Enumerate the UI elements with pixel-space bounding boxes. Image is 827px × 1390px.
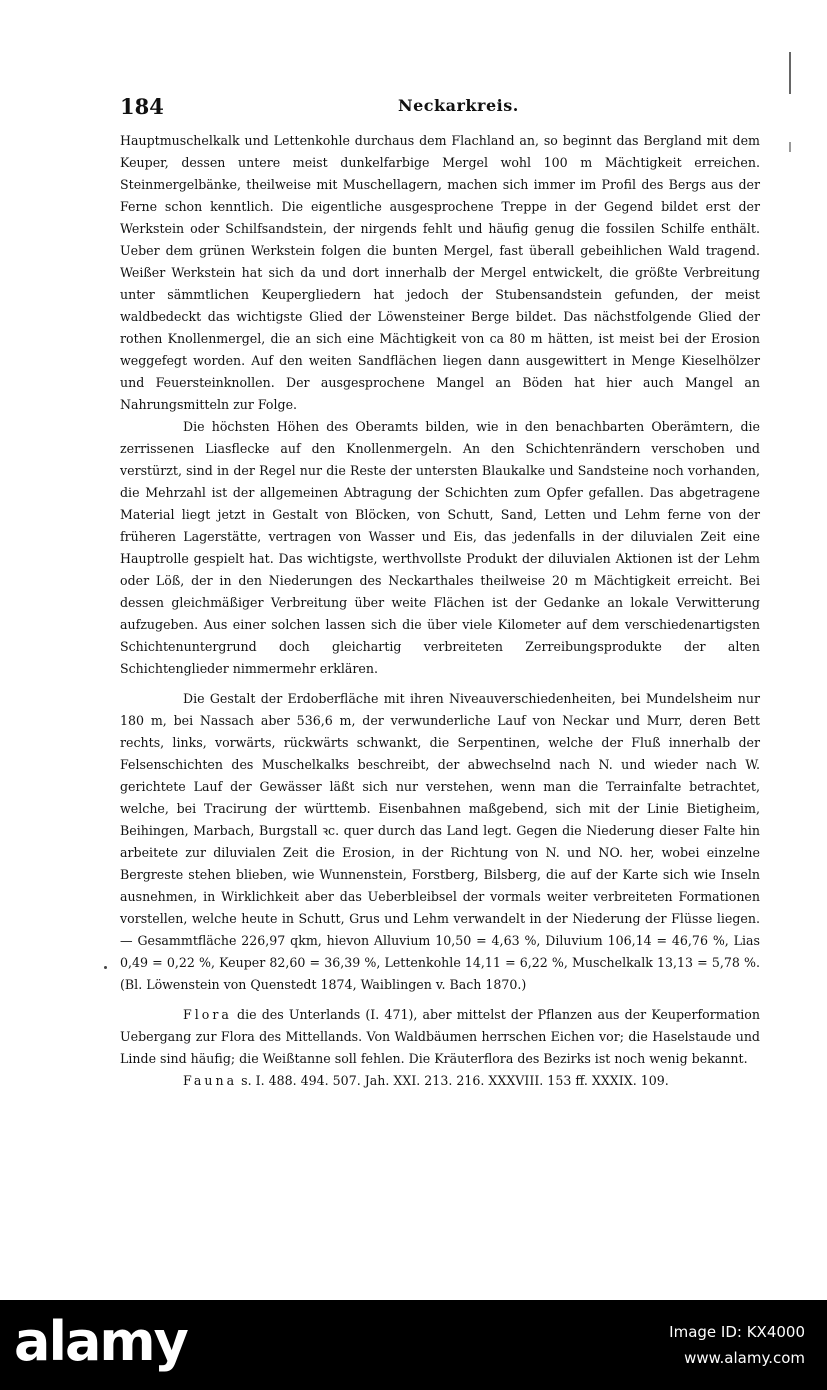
- fauna-text: s. I. 488. 494. 507. Jah. XXI. 213. 216. XXXVIII. 153 ff. XXXIX. 109.: [237, 1073, 669, 1088]
- paragraph-terrain-shape: Die Gestalt der Erdoberfläche mit ihren Niveauverschiedenheiten, bei Mundelsheim nur 180 m, bei Nassach aber 536,6 m, der verwunderliche Lauf von Neckar und Murr, deren Bett rechts, links, vorwärts, rückwärts schwankt, die Serpentinen, welche der Fluß innerhalb der Felsenschichten des Muschelkalks beschreibt, der abwechselnd nach N. und wieder nach W. gerichtete Lauf der Gewässer läßt sich nur verstehen, wenn man die Terrainfalte betrachtet, welche, bei Tracirung der württemb. Eisenbahnen maßgebend, sich mit der Linie Bietigheim, Beihingen, Marbach, Burgstall ꝛc. quer durch das Land legt. Gegen die Niederung dieser Falte hin arbeitete zur diluvialen Zeit die Erosion, in der Richtung von N. und NO. her, wobei einzelne Bergreste stehen blieben, wie Wunnenstein, Forstberg, Bilsberg, die auf der Karte sich wie Inseln ausnehmen, in Wirklichkeit aber das Ueberbleibsel der vormals weiter verbreiteten Formationen vorstellen, welche heute in Schutt, Grus und Lehm verwandelt in der Niederung der Flüsse liegen. — Gesammtfläche 226,97 qkm, hievon Alluvium 10,50 = 4,63 %, Diluvium 106,14 = 46,76 %, Lias 0,49 = 0,22 %, Keuper 82,60 = 36,39 %, Lettenkohle 14,11 = 6,22 %, Muschelkalk 13,13 = 5,78 %. (Bl. Löwenstein von Quenstedt 1874, Waiblingen v. Bach 1870.): [120, 691, 760, 992]
- paragraph-geology-keuper: Hauptmuschelkalk und Lettenkohle durchaus dem Flachland an, so beginnt das Bergland mit dem Keuper, dessen untere meist dunkelfarbige Mergel wohl 100 m Mächtigkeit erreichen. Steinmergelbänke, theilweise mit Muschellagern, machen sich immer im Profil des Bergs aus der Ferne schon kenntlich. Die eigentliche ausgesprochene Treppe in der Gegend bildet erst der Werkstein oder Schilfsandstein, der nirgends fehlt und häufig genug die fossilen Schilfe enthält. Ueber dem grünen Werkstein folgen die bunten Mergel, fast überall gebeihlichen Wald tragend. Weißer Werkstein hat sich da und dort innerhalb der Mergel entwickelt, die größte Verbreitung unter sämmtlichen Keupergliedern hat jedoch der Stubensandstein gefunden, der meist waldbedeckt das wichtigste Glied der Löwensteiner Berge bildet. Das nächstfolgende Glied der rothen Knollenmergel, die an sich eine Mächtigkeit von ca 80 m hätten, ist meist bei der Erosion weggefegt worden. Auf den weiten Sandflächen liegen dann ausgewittert in Menge Kieselhölzer und Feuersteinknollen. Der ausgesprochene Mangel an Böden hat hier auch Mangel an Nahrungsmitteln zur Folge.: [120, 133, 760, 412]
- fauna-label: Fauna: [183, 1073, 238, 1088]
- paragraph-fauna: [120, 1070, 760, 1092]
- body-text: [120, 130, 760, 1092]
- scan-edge-line: [789, 52, 791, 94]
- image-id-label: Image ID: KX4000: [669, 1323, 805, 1341]
- running-head: Neckarkreis.: [398, 96, 519, 115]
- paragraph-heights-lias: Die höchsten Höhen des Oberamts bilden, wie in den benachbarten Oberämtern, die zerrissenen Liasflecke auf den Knollenmergeln. An den Schichtenrändern verschoben und verstürzt, sind in der Regel nur die Reste der untersten Blaukalke und Sandsteine noch vorhanden, die Mehrzahl ist der allgemeinen Abtragung der Schichten zum Opfer gefallen. Das abgetragene Material liegt jetzt in Gestalt von Blöcken, von Schutt, Sand, Letten und Lehm ferne von der früheren Lagerstätte, vertragen von Wasser und Eis, das jedenfalls in der diluvialen Zeit eine Hauptrolle gespielt hat. Das wichtigste, werthvollste Produkt der diluvialen Aktionen ist der Lehm oder Löß, der in den Niederungen des Neckarthales theilweise 20 m Mächtigkeit erreicht. Bei dessen gleichmäßiger Verbreitung über weite Flächen ist der Gedanke an lokale Verwitterung aufzugeben. Aus einer solchen lassen sich die über viele Kilometer auf dem verschiedenartigsten Schichtenuntergrund doch gleichartig verbreiteten Zerreibungsprodukte der alten Schichtenglieder nimmermehr erklären.: [120, 419, 760, 676]
- flora-label: Flora: [183, 1007, 232, 1022]
- margin-dot: [104, 966, 107, 969]
- stock-watermark-banner: [0, 1300, 827, 1390]
- site-url-label: www.alamy.com: [684, 1349, 805, 1367]
- page-header: [120, 94, 760, 120]
- flora-text: die des Unterlands (I. 471), aber mittelst der Pflanzen aus der Keuperformation Uebergang zur Flora des Mittellands. Von Waldbäumen herrschen Eichen vor; die Haselstaude und Linde sind häufig; die Weißtanne soll fehlen. Die Kräuterflora des Bezirks ist noch wenig bekannt.: [120, 1007, 760, 1066]
- alamy-logo: alamy: [14, 1310, 187, 1373]
- page-number: 184: [120, 94, 164, 119]
- scan-edge-mark: [789, 142, 791, 152]
- paragraph-flora: [120, 1004, 760, 1070]
